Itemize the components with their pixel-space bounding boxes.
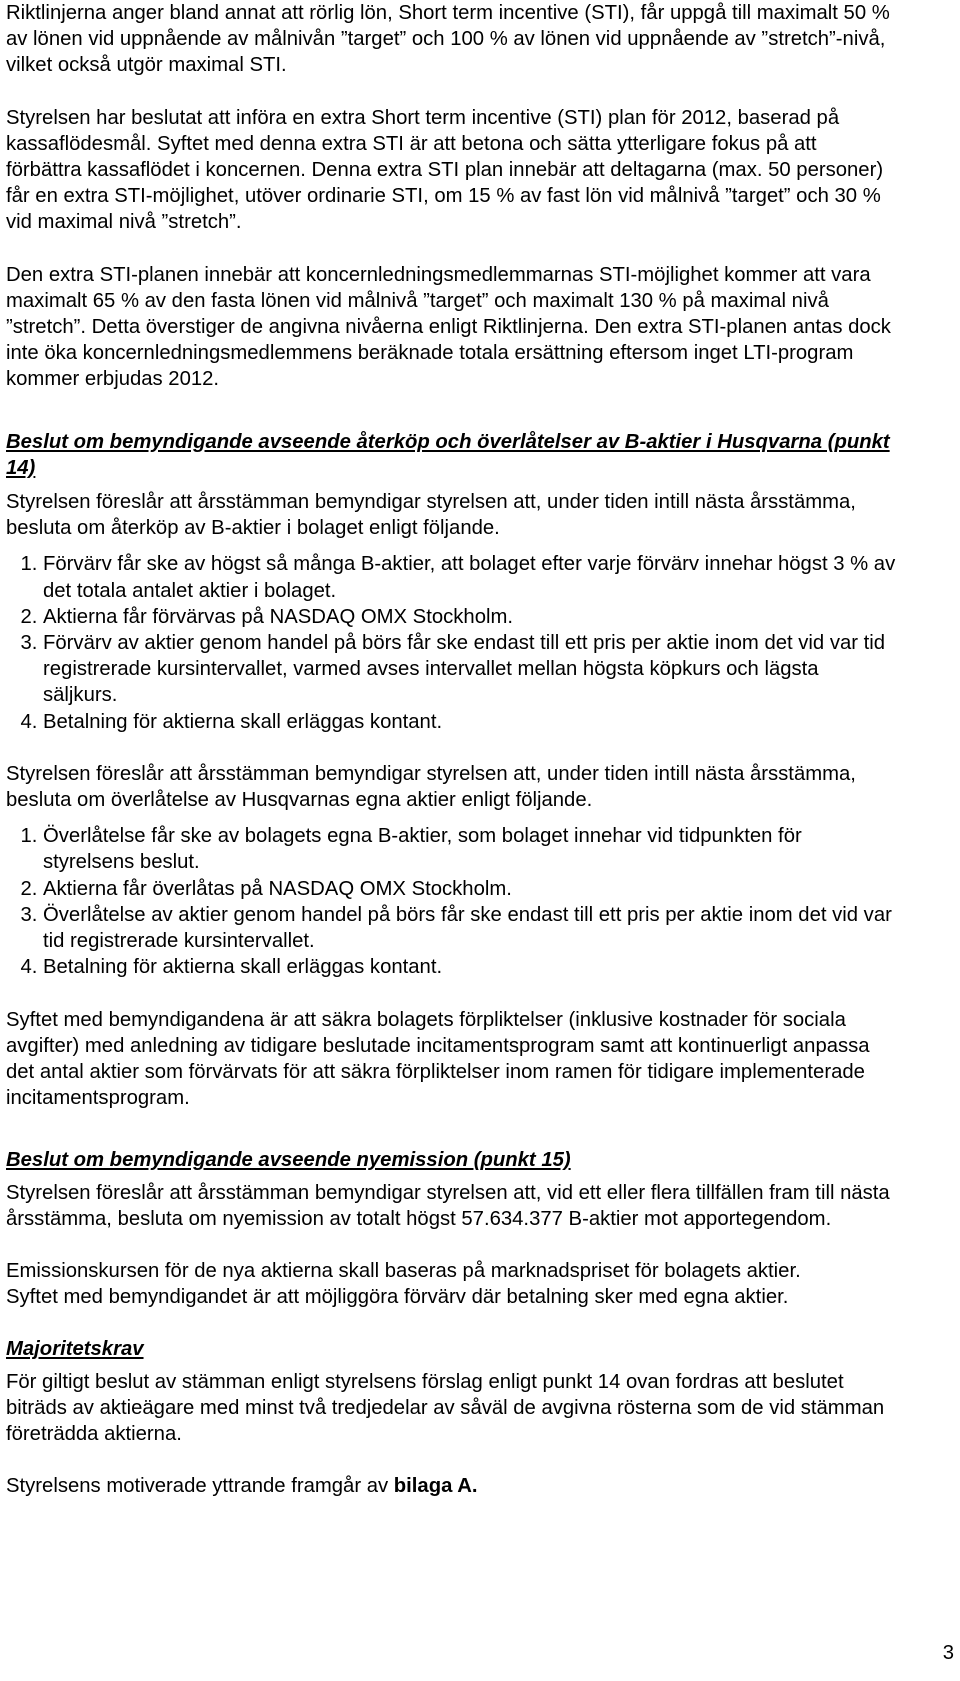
appendix-reference: bilaga A.: [393, 1475, 478, 1498]
paragraph-buyback-intro: Styrelsen föreslår att årsstämman bemyndigar styrelsen att, under tiden intill nästa årsstämma, besluta om återköp av B-aktier i bolaget enligt följande.: [6, 491, 856, 540]
paragraph-purpose: Syftet med bemyndigandena är att säkra bolagets förpliktelser (inklusive kostnader för sociala avgifter) med anledning av tidigare beslutade incitamentsprogram samt att kontinuerligt anpassa det antal aktier som förvärvats för att säkra förpliktelser inom ramen för tidigare implementerade incitamentsprogram.: [6, 1008, 870, 1110]
list-item: 2. Aktierna får överlåtas på NASDAQ OMX Stockholm.: [43, 876, 896, 902]
paragraph-issue-price: Emissionskursen för de nya aktierna skall baseras på marknadspriset för bolagets aktier.: [6, 1259, 801, 1282]
paragraph-sti-plan-effects: Den extra STI-planen innebär att koncernledningsmedlemmarnas STI-möjlighet kommer att vara maximalt 65 % av den fasta lönen vid målnivå ”target” och maximalt 130 % på maximal nivå ”stretch”. Detta överstiger de angivna nivåerna enligt Riktlinjerna. Den extra STI-planen antas dock inte öka koncernledningsmedlemmens beräknade totala ersättning eftersom inget LTI-program kommer erbjudas 2012.: [6, 263, 891, 391]
list-item: 4. Betalning för aktierna skall erläggas kontant.: [43, 709, 896, 735]
list-item: 4. Betalning för aktierna skall erläggas kontant.: [43, 954, 896, 980]
paragraph-guidelines: Riktlinjerna anger bland annat att rörlig lön, Short term incentive (STI), får uppgå till maximalt 50 % av lönen vid uppnående av målnivån ”target” och 100 % av lönen vid uppnående av ”stretch”-nivå, vilket också utgör maximal STI.: [6, 2, 890, 77]
list-item: 1. Överlåtelse får ske av bolagets egna B-aktier, som bolaget innehar vid tidpunkten för styrelsens beslut.: [43, 823, 896, 875]
list-item: 3. Förvärv av aktier genom handel på börs får ske endast till ett pris per aktie inom det vid var tid registrerade kursintervallet, varmed avses intervallet mellan högsta köpkurs och lägsta säljkurs.: [43, 630, 896, 709]
page-number: 3: [942, 1642, 954, 1664]
paragraph-majority-requirement: För giltigt beslut av stämman enligt styrelsens förslag enligt punkt 14 ovan fordras att beslutet biträds av aktieägare med minst två tredjedelar av såväl de avgivna rösterna som de vid stämman företrädda aktierna.: [6, 1370, 885, 1445]
paragraph-reasoned-statement: [6, 1473, 896, 1499]
list-item: 2. Aktierna får förvärvas på NASDAQ OMX Stockholm.: [43, 604, 896, 630]
heading-item-15: Beslut om bemyndigande avseende nyemission (punkt 15): [6, 1149, 571, 1172]
heading-item-14: Beslut om bemyndigande avseende återköp och överlåtelser av B-aktier i Husqvarna (punkt 14): [6, 430, 890, 479]
heading-majority: Majoritetskrav: [6, 1338, 144, 1361]
reasoned-statement-text: Styrelsens motiverade yttrande framgår av: [6, 1475, 394, 1498]
paragraph-extra-sti: Styrelsen har beslutat att införa en extra Short term incentive (STI) plan för 2012, baserad på kassaflödesmål. Syftet med denna extra STI är att betona och sätta ytterligare fokus på att förbättra kassaflödet i koncernen. Denna extra STI plan innebär att deltagarna (max. 50 personer) får en extra STI-möjlighet, utöver ordinarie STI, om 15 % av fast lön vid målnivå ”target” och 30 % vid maximal nivå ”stretch”.: [6, 106, 884, 234]
list-buyback-conditions: [6, 551, 896, 734]
list-item: 3. Överlåtelse av aktier genom handel på börs får ske endast till ett pris per aktie inom det vid var tid registrerade kursintervallet.: [43, 902, 896, 954]
paragraph-transfer-intro: Styrelsen föreslår att årsstämman bemyndigar styrelsen att, under tiden intill nästa årsstämma, besluta om överlåtelse av Husqvarnas egna aktier enligt följande.: [6, 762, 856, 812]
list-transfer-conditions: [6, 823, 896, 980]
list-item: 1. Förvärv får ske av högst så många B-aktier, att bolaget efter varje förvärv innehar högst 3 % av det totala antalet aktier i bolaget.: [43, 551, 896, 603]
paragraph-new-issue: Styrelsen föreslår att årsstämman bemyndigar styrelsen att, vid ett eller flera tillfällen fram till nästa årsstämma, besluta om nyemission av totalt högst 57.634.377 B-aktier mot apportegendom.: [6, 1181, 890, 1230]
document-page: [6, 0, 896, 1499]
paragraph-issue-purpose: Syftet med bemyndigandet är att möjliggöra förvärv där betalning sker med egna aktier.: [6, 1286, 789, 1309]
